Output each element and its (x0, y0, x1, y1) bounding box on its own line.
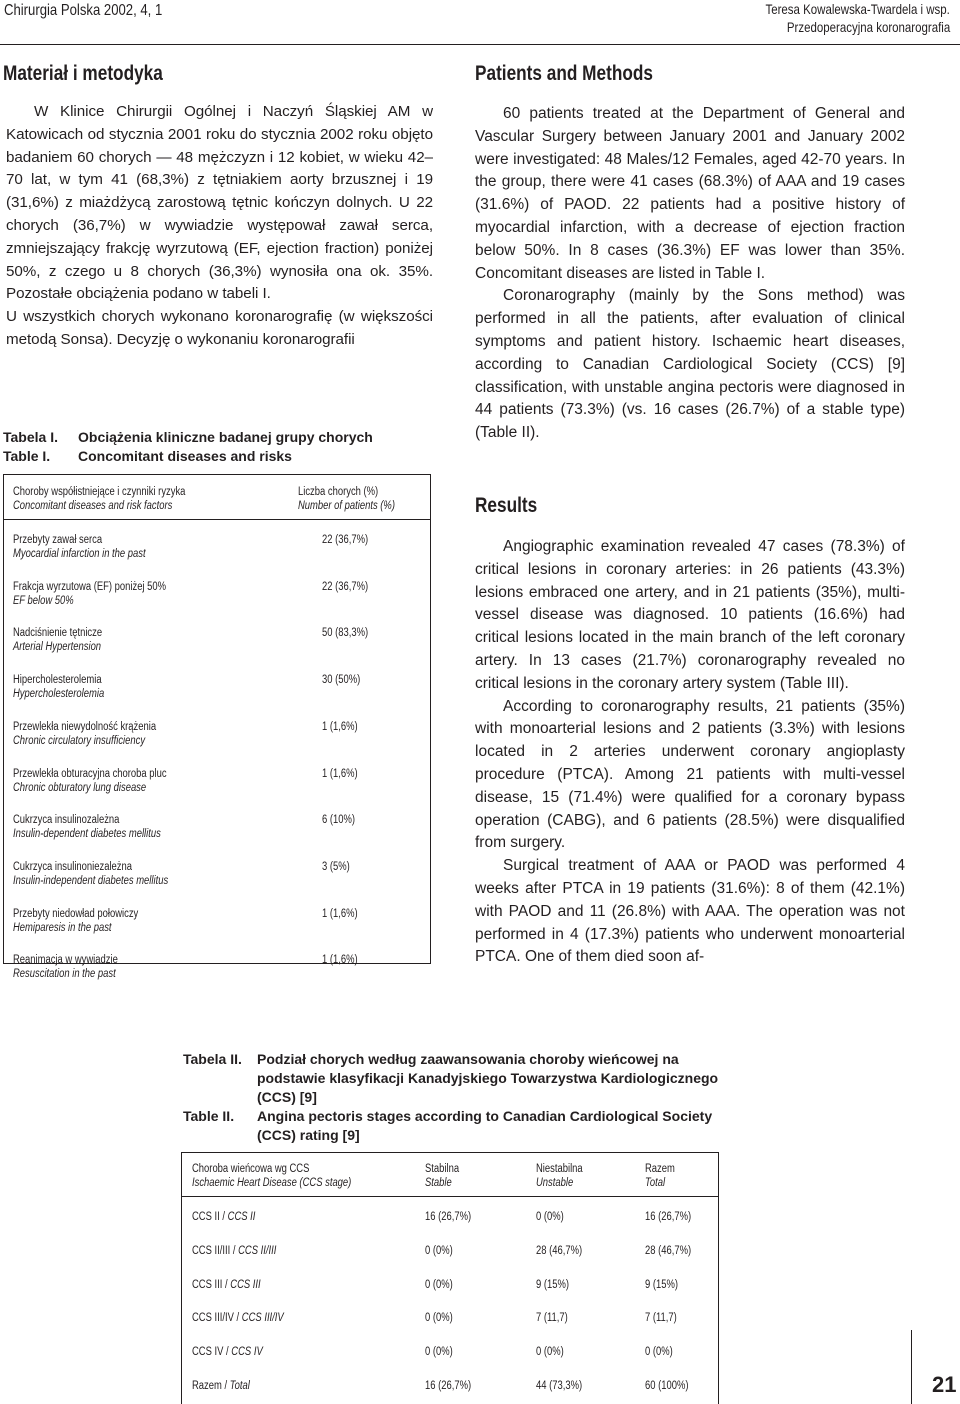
table1-row-value: 1 (1,6%) (322, 721, 358, 733)
table1-row-value: 50 (83,3%) (322, 627, 369, 639)
table2-caption-en: Angina pectoris stages according to Canadian Cardiological Society (CCS) rating [9] (257, 1108, 713, 1143)
table2-caption-pl: Podział chorych według zaawansowania choroby wieńcowej na podstawie klasyfikacji Kanadyjskiego Towarzystwa Kardiologicznego (CCS) [9] (257, 1051, 719, 1105)
english-paragraph-2: Coronarography (mainly by the Sons method) was performed in all the patients, after evaluation of clinical symptoms and patient history. Ischaemic heart diseases, according to Canadian Cardiological Society (CCS) [9] classification, with unstable angina pectoris were diagnosed in 44 patients (73.3%) (vs. 16 cases (26.7%) of a stable type) (Table II). (475, 287, 905, 442)
table2-header-rule (182, 1196, 718, 1197)
table1 (3, 474, 431, 980)
table2-row-total: 9 (15%) (645, 1279, 679, 1291)
table1-row-value: 22 (36,7%) (322, 534, 369, 546)
polish-paragraph-2: U wszystkich chorych wykonano koronarografię (w większości metodą Sonsa). Decyzję o wykonaniu koronarografii (6, 308, 433, 348)
table1-row-value: 1 (1,6%) (322, 908, 358, 920)
section-heading-en: Patients and Methods (475, 62, 653, 85)
header-authors: Teresa Kowalewska-Twardela i wsp. (765, 1, 950, 17)
table2-row-unstable: 28 (46,7%) (536, 1245, 583, 1257)
table1-header-col1: Choroby współistniejące i czynniki ryzyka Concomitant diseases and risk factors (13, 486, 186, 512)
table2-row-total: 0 (0%) (645, 1346, 673, 1358)
table2-header-col1: Choroba wieńcowa wg CCS Ischaemic Heart Disease (CCS stage) (192, 1163, 352, 1189)
table2-row-stable: 16 (26,7%) (425, 1211, 472, 1223)
table1-row-label: Nadciśnienie tętnicze Arterial Hypertension (13, 627, 103, 653)
table2-row-total: 16 (26,7%) (645, 1211, 692, 1223)
table1-caption-en-label: Table I. (3, 448, 51, 464)
results-paragraph-3: Surgical treatment of AAA or PAOD was performed 4 weeks after PTCA in 19 patients (31.6%): 8 of them (42.1%) with PAOD and 11 (26.8%) with AAA. The operation was not performed in 4 (17.3%) patients who underwent monoarterial PTCA. One of them died soon af- (475, 857, 905, 966)
table2-row-stage: CCS III/IV / CCS III/IV (192, 1312, 284, 1324)
table1-row-label: Frakcja wyrzutowa (EF) poniżej 50% EF below 50% (13, 581, 167, 607)
polish-paragraph-1: W Klinice Chirurgii Ogólnej i Naczyń Śląskiej AM w Katowicach od stycznia 2001 roku do stycznia 2002 roku objęto badaniem 60 chorych — 48 mężczyzn i 12 kobiet, w wieku 42–70 lat, w tym 41 (68,3%) z tętniakiem aorty brzusznej i 19 (31,6%) z miażdżycą zarostową tętnic kończyn dolnych. U 22 chorych (36,7%) w wywiadzie występował zawał serca, zmniejszający frakcję wyrzutową (EF, ejection fraction) poniżej 50%, z czego u 8 chorych (36,3%) wynosiła ona ok. 35%. Pozostałe obciążenia podano w tabeli I. (6, 103, 433, 303)
table1-row-label: Przebyty niedowład połowiczy Hemiparesis in the past (13, 908, 139, 934)
table1-row-label: Hipercholesterolemia Hypercholesterolemia (13, 674, 105, 700)
table1-row-label: Przewlekła obturacyjna choroba pluc Chronic obturatory lung disease (13, 768, 167, 794)
table1-row-label: Przewlekła niewydolność krążenia Chronic circulatory insufficiency (13, 721, 157, 747)
table2-caption-en-label: Table II. (183, 1108, 235, 1124)
table2-caption-pl-label: Tabela II. (183, 1051, 242, 1067)
table2-row-unstable: 7 (11,7) (536, 1312, 568, 1324)
table2-row-stable: 0 (0%) (425, 1312, 453, 1324)
table2-caption (183, 1050, 743, 1145)
table2-row-total: 28 (46,7%) (645, 1245, 692, 1257)
table2-row-stable: 0 (0%) (425, 1245, 453, 1257)
table2-header-col4: Razem Total (645, 1163, 675, 1189)
table2-row-unstable: 44 (73,3%) (536, 1380, 583, 1392)
table2-row-stage: Razem / Total (192, 1380, 250, 1392)
results-body (475, 536, 905, 969)
table1-header-rule (4, 519, 430, 520)
table2 (181, 1152, 719, 1404)
section-heading-results: Results (475, 494, 538, 517)
page-number-rule (911, 1330, 912, 1404)
table1-caption-en: Concomitant diseases and risks (78, 448, 292, 464)
polish-body (6, 101, 433, 376)
header-running-title: Przedoperacyjna koronarografia (786, 19, 950, 35)
table1-row-value: 6 (10%) (322, 814, 356, 826)
table2-row-stable: 16 (26,7%) (425, 1380, 472, 1392)
section-heading-pl: Materiał i metodyka (3, 62, 163, 85)
english-body (475, 103, 905, 445)
table1-header-col2: Liczba chorych (%) Number of patients (%) (298, 486, 395, 512)
table2-row-stable: 0 (0%) (425, 1346, 453, 1358)
table1-row-label: Przebyty zawał serca Myocardial infarction in the past (13, 534, 146, 560)
table1-row-value: 1 (1,6%) (322, 768, 358, 780)
table2-row-stage: CCS III / CCS III (192, 1279, 261, 1291)
running-header (725, 0, 950, 36)
table2-row-unstable: 0 (0%) (536, 1346, 564, 1358)
table2-row-unstable: 9 (15%) (536, 1279, 570, 1291)
table2-row-stage: CCS II / CCS II (192, 1211, 256, 1223)
english-paragraph-1: 60 patients treated at the Department of General and Vascular Surgery between January 2001 and January 2002 were investigated: 48 Males/12 Females, aged 42-70 years. In the group, there were 41 cases (68.3%) of AAA and 19 cases (31.6%) of PAOD. 22 patients had a positive history of myocardial infarction, with a decrease of ejection fraction below 50%. In 8 cases (36.3%) EF was lower than 35%. Concomitant diseases are listed in Table I. (475, 105, 905, 282)
results-paragraph-2: According to coronarography results, 21 patients (35%) with monoarterial lesions and 2 patients (3.3%) with lesions located in 2 arteries underwent coronary angioplasty procedure (PTCA). Among 21 patients with multi-vessel disease, 15 (71.4%) were qualified for a coronary bypass operation (CABG), and 6 patients (28.5%) were disqualified from surgery. (475, 697, 905, 852)
table1-caption (3, 428, 373, 466)
table2-row-stage: CCS IV / CCS IV (192, 1346, 263, 1358)
header-rule (0, 44, 960, 45)
table1-caption-pl-label: Tabela I. (3, 429, 58, 445)
journal-header: Chirurgia Polska 2002, 4, 1 (4, 2, 163, 19)
table2-header-col3: Niestabilna Unstable (536, 1163, 583, 1189)
table2-row-stable: 0 (0%) (425, 1279, 453, 1291)
table1-row-value: 3 (5%) (322, 861, 350, 873)
table2-row-stage: CCS II/III / CCS II/III (192, 1245, 277, 1257)
table1-row-label: Cukrzyca insulinoniezależna Insulin-independent diabetes mellitus (13, 861, 169, 887)
table2-header-col2: Stabilna Stable (425, 1163, 460, 1189)
table1-row-label: Reanimacja w wywiadzie Resuscitation in the past (13, 954, 118, 980)
table1-row-label: Cukrzyca insulinozależna Insulin-dependent diabetes mellitus (13, 814, 161, 840)
table1-row-value: 22 (36,7%) (322, 581, 369, 593)
table2-row-total: 7 (11,7) (645, 1312, 677, 1324)
table1-row-value: 1 (1,6%) (322, 954, 358, 966)
table2-row-unstable: 0 (0%) (536, 1211, 564, 1223)
page-number: 21 (932, 1372, 957, 1397)
table2-row-total: 60 (100%) (645, 1380, 689, 1392)
table1-row-value: 30 (50%) (322, 674, 361, 686)
table1-caption-pl: Obciążenia kliniczne badanej grupy chorych (78, 429, 373, 445)
results-paragraph-1: Angiographic examination revealed 47 cases (78.3%) of critical lesions in coronary arteries: in 26 patients (43.3%) lesions embraced one artery, and in 21 patients (35%), multi-vessel disease was diagnosed. 10 patients (16.6%) had critical lesions located in the main branch of the left coronary artery. In 13 cases (21.7%) coronarography revealed no critical lesions in the coronary artery system (Table III). (475, 538, 905, 692)
